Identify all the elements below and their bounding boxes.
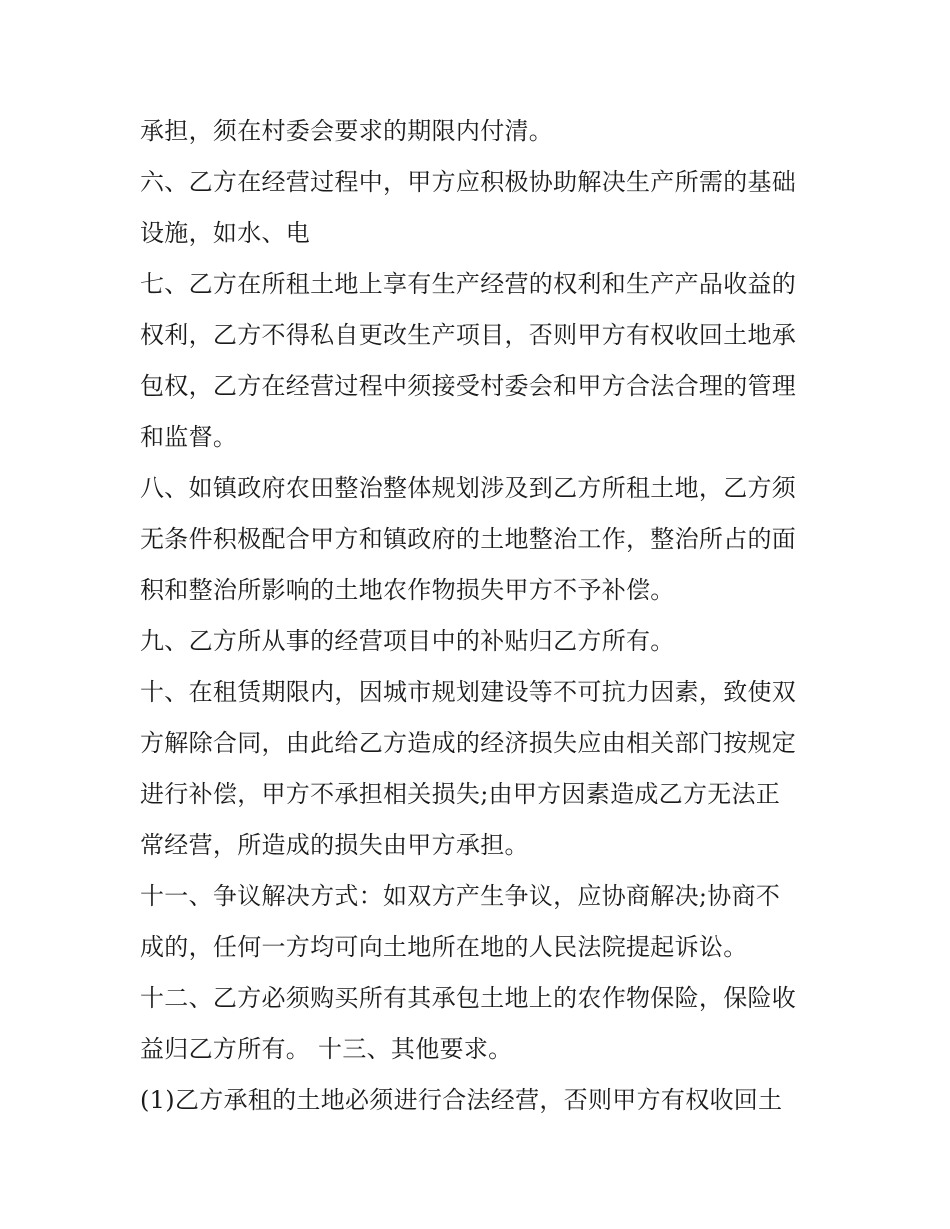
text-line: 十一、争议解决方式：如双方产生争议，应协商解决;协商不 <box>140 882 781 910</box>
text-line: 无条件积极配合甲方和镇政府的土地整治工作，整治所占的面 <box>140 525 797 553</box>
document-body <box>140 106 830 1126</box>
text-line: 成的，任何一方均可向土地所在地的人民法院提起诉讼。 <box>140 933 748 961</box>
text-line: 方解除合同，由此给乙方造成的经济损失应由相关部门按规定 <box>140 729 797 757</box>
text-line: 进行补偿，甲方不承担相关损失;由甲方因素造成乙方无法正 <box>140 780 781 808</box>
text-line: 包权，乙方在经营过程中须接受村委会和甲方合法合理的管理 <box>140 372 797 400</box>
text-line: 九、乙方所从事的经营项目中的补贴归乙方所有。 <box>140 627 675 655</box>
text-line: 十、在租赁期限内，因城市规划建设等不可抗力因素，致使双 <box>140 678 797 706</box>
text-line: 权利，乙方不得私自更改生产项目，否则甲方有权收回土地承 <box>140 321 797 349</box>
text-line: 设施，如水、电 <box>140 219 311 247</box>
text-line: 承担，须在村委会要求的期限内付清。 <box>140 117 554 145</box>
text-line: 常经营，所造成的损失由甲方承担。 <box>140 831 529 859</box>
text-line: 积和整治所影响的土地农作物损失甲方不予补偿。 <box>140 576 675 604</box>
text-line: (1)乙方承租的土地必须进行合法经营，否则甲方有权收回土 <box>140 1086 783 1114</box>
text-line: 和监督。 <box>140 423 238 451</box>
text-line: 八、如镇政府农田整治整体规划涉及到乙方所租土地，乙方须 <box>140 474 797 502</box>
text-line: 益归乙方所有。 十三、其他要求。 <box>140 1035 513 1063</box>
text-line: 七、乙方在所租土地上享有生产经营的权利和生产产品收益的 <box>140 270 797 298</box>
text-line: 六、乙方在经营过程中，甲方应积极协助解决生产所需的基础 <box>140 168 797 196</box>
text-line: 十二、乙方必须购买所有其承包土地上的农作物保险，保险收 <box>140 984 797 1012</box>
